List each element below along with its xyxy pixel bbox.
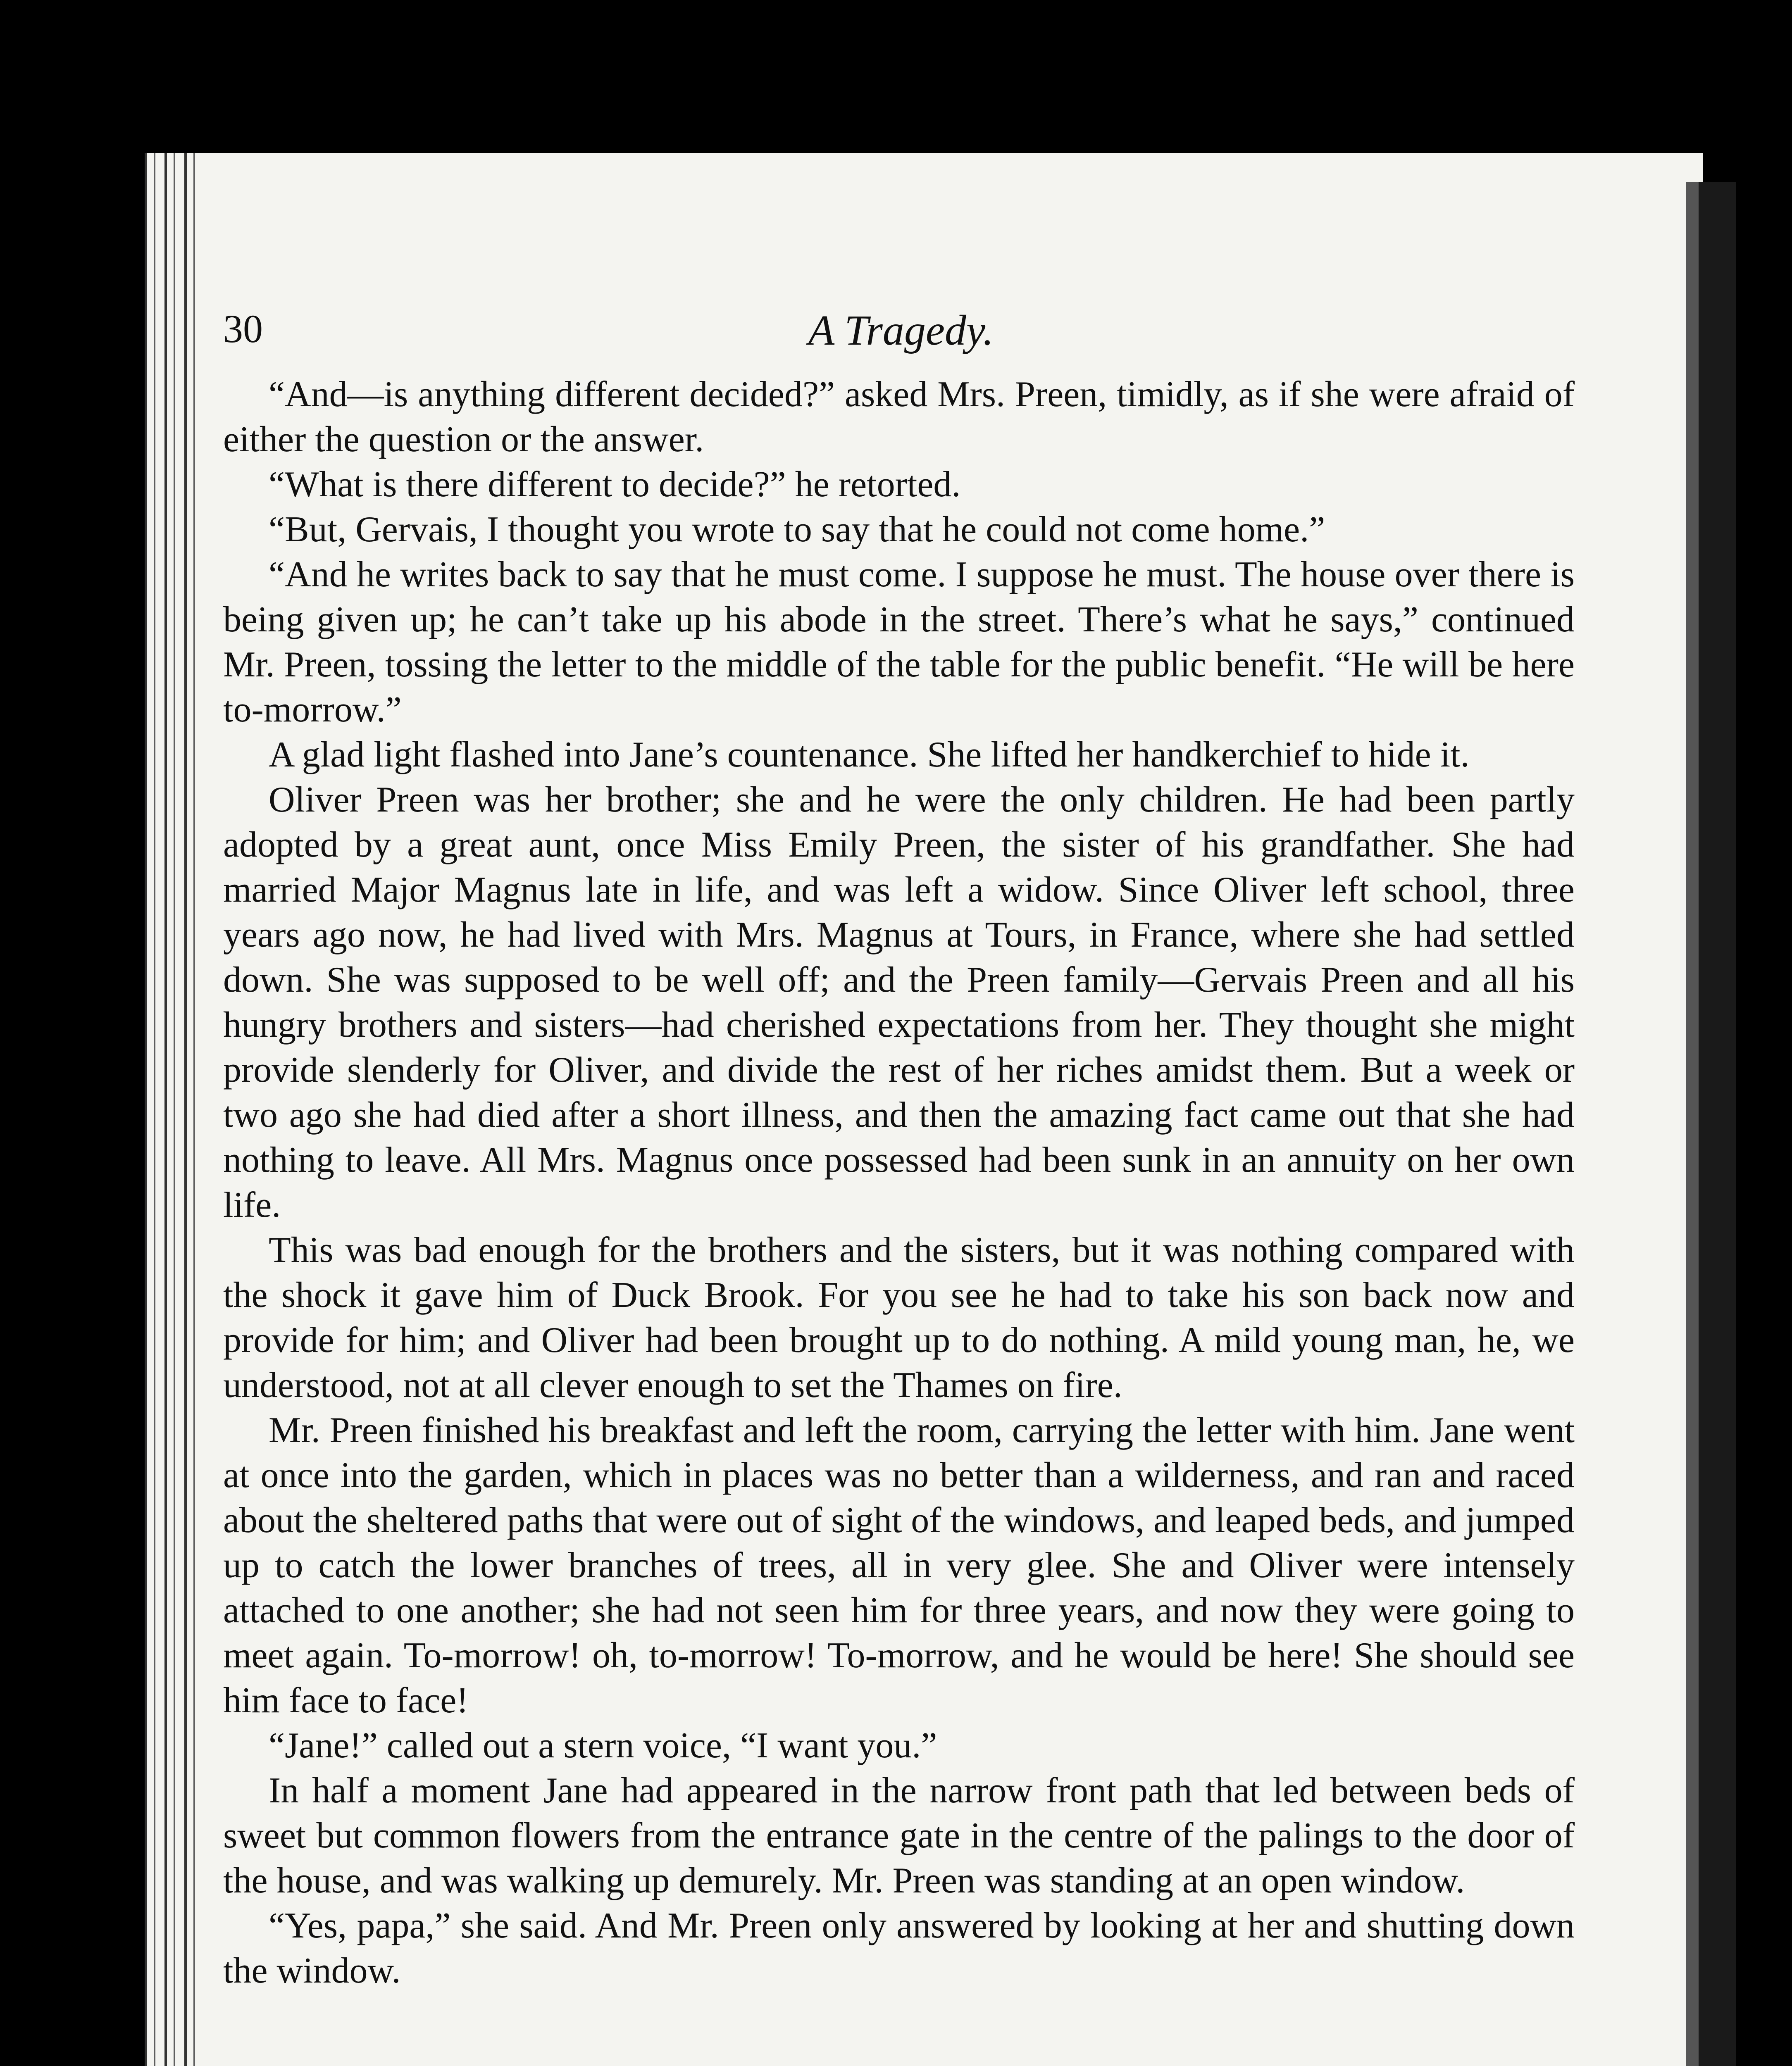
paragraph: “Yes, papa,” she said. And Mr. Preen only answered by looking at her and shutting down the window.	[223, 1906, 1575, 1991]
paragraph: “But, Gervais, I thought you wrote to say that he could not come home.”	[269, 509, 1325, 550]
body-text	[223, 372, 1575, 1993]
paragraph: Mr. Preen finished his breakfast and left the room, carrying the letter with him. Jane went at once into the garden, which in places was no better than a wilderness, and ran and raced about the sheltered paths that were out of sight of the windows, and leaped beds, and jumped up to catch the lower branches of trees, all in very glee. She and Oliver were intensely attached to one another; she had not seen him for three years, and now they were going to meet again. To-morrow! oh, to-morrow! To-morrow, and he would be here! She should see him face to face!	[223, 1410, 1575, 1721]
book-binding-edge	[1686, 182, 1785, 2066]
running-title: A Tragedy.	[808, 307, 994, 354]
paragraph: This was bad enough for the brothers and the sisters, but it was nothing compared with the shock it gave him of Duck Brook. For you see he had to take his son back now and provide for him; and Oliver had been brought up to do nothing. A mild young man, he, we understood, not at all clever enough to set the Thames on fire.	[223, 1230, 1575, 1405]
paragraph: Oliver Preen was her brother; she and he were the only children. He had been partly adopted by a great aunt, once Miss Emily Preen, the sister of his grandfather. She had married Major Magnus late in life, and was left a widow. Since Oliver left school, three years ago now, he had lived with Mrs. Magnus at Tours, in France, where she had settled down. She was supposed to be well off; and the Preen family—Gervais Preen and all his hungry brothers and sisters—had cherished expectations from her. They thought she might provide slenderly for Oliver, and divide the rest of her riches amidst them. But a week or two ago she had died after a short illness, and then the amazing fact came out that she had nothing to leave. All Mrs. Magnus once possessed had been sunk in an annuity on her own life.	[223, 780, 1575, 1225]
paragraph: “What is there different to decide?” he retorted.	[269, 464, 961, 505]
paragraph: “And—is anything different decided?” asked Mrs. Preen, timidly, as if she were afraid of either the question or the answer.	[223, 374, 1575, 459]
paragraph: In half a moment Jane had appeared in the narrow front path that led between beds of sweet but common flowers from the entrance gate in the centre of the palings to the door of the house, and was walking up demurely. Mr. Preen was standing at an open window.	[223, 1771, 1575, 1901]
paragraph: “Jane!” called out a stern voice, “I want you.”	[269, 1726, 937, 1766]
page-header	[223, 306, 1579, 359]
page-number: 30	[223, 307, 263, 351]
page-gutter	[145, 153, 203, 2066]
paragraph: A glad light flashed into Jane’s countenance. She lifted her handkerchief to hide it.	[269, 735, 1470, 775]
paragraph: “And he writes back to say that he must come. I suppose he must. The house over there is being given up; he can’t take up his abode in the street. There’s what he says,” continued Mr. Preen, tossing the letter to the middle of the table for the public benefit. “He will be here to-morrow.”	[223, 555, 1575, 730]
